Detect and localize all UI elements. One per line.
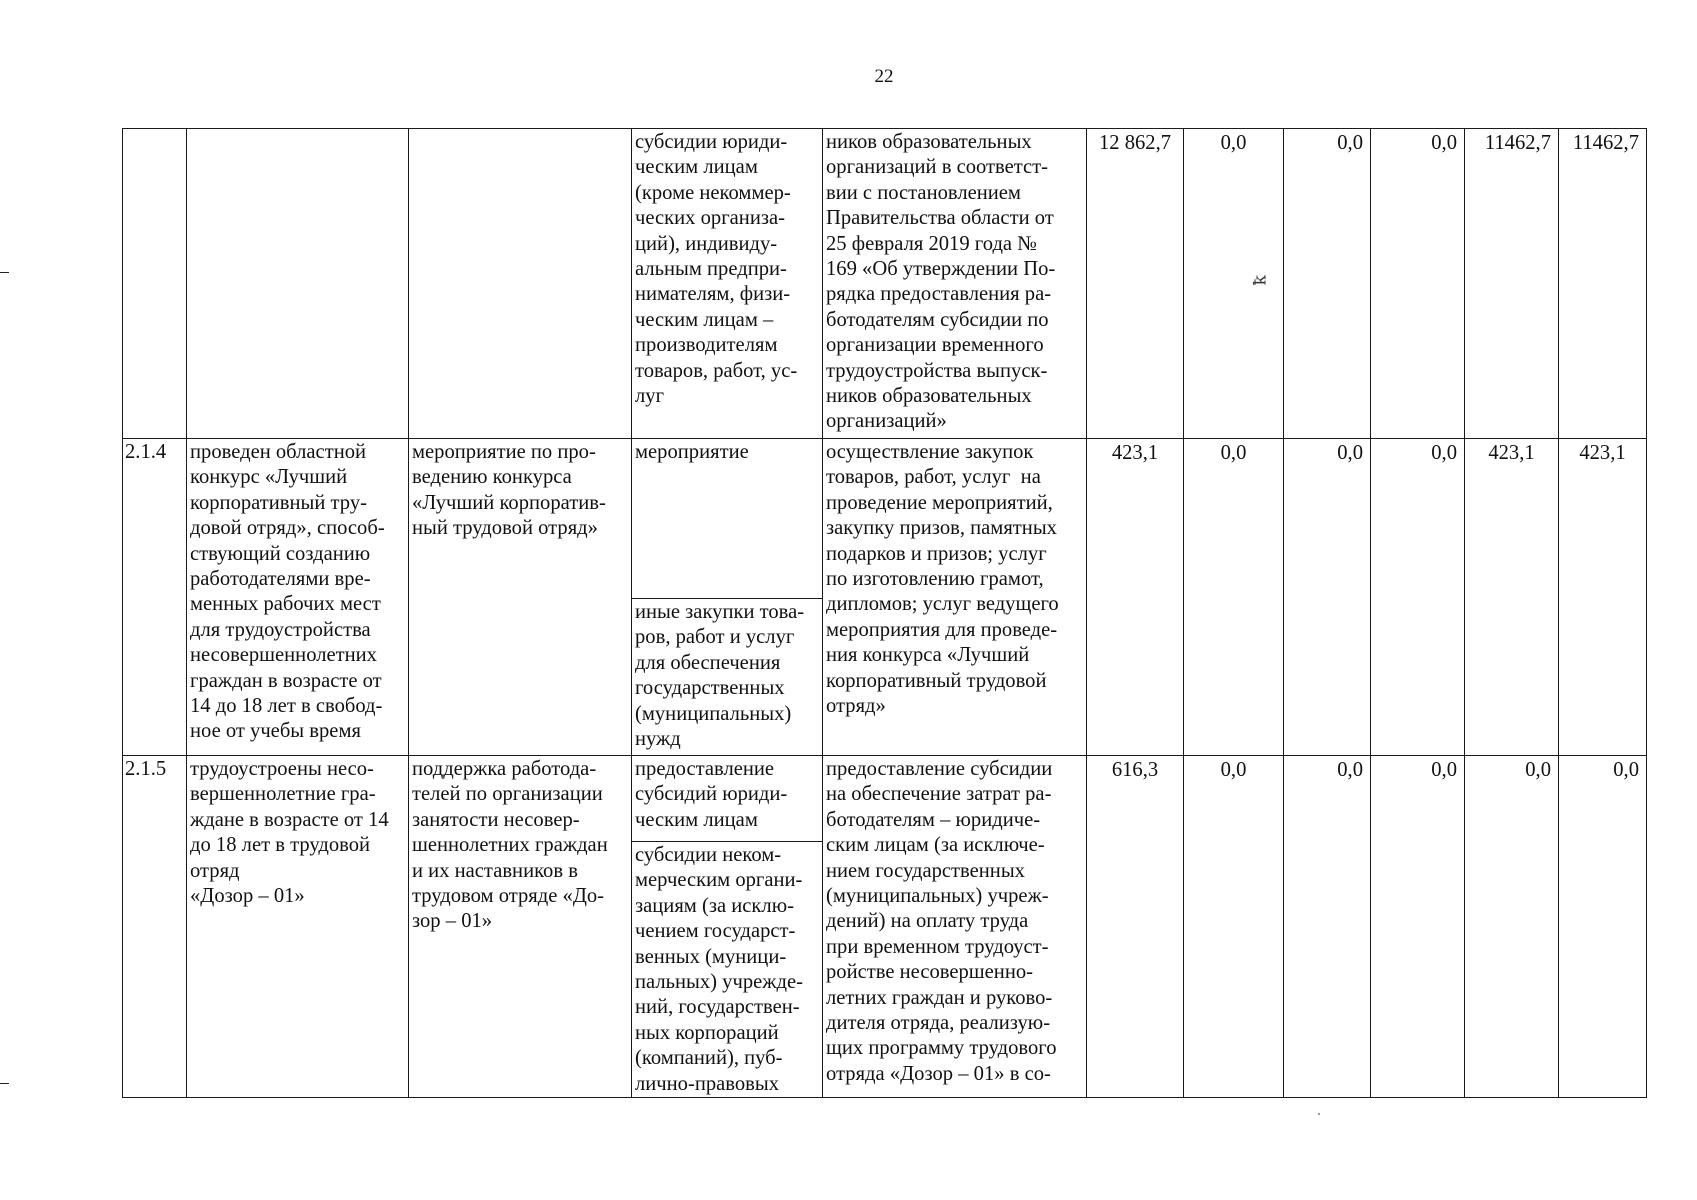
scan-artifact-mark: ꝁ	[1250, 274, 1270, 286]
value-cell: 616,3	[1087, 756, 1184, 1098]
value-cell: 11462,7	[1465, 129, 1559, 439]
value-cell: 0,0	[1284, 129, 1371, 439]
expense-type-cell: предоставление субсидий юриди- ческим лицам	[632, 756, 823, 842]
scan-edge-mark	[0, 272, 9, 273]
table-row	[123, 439, 1647, 599]
page-number: 22	[874, 66, 894, 87]
value-cell: 11462,7	[1559, 129, 1647, 439]
value-cell: 0,0	[1284, 439, 1371, 756]
value-cell: 0,0	[1371, 129, 1465, 439]
value-cell: 423,1	[1465, 439, 1559, 756]
value-cell: 0,0	[1371, 439, 1465, 756]
row-number: 2.1.4	[123, 439, 187, 756]
scan-edge-mark	[0, 1083, 9, 1084]
expense-type-cell: субсидии неком- мерческим органи- зациям (за исклю- чением государст- венных (муници- пальных) учрежде- ний, государствен- ных корпораций (компаний), пуб- лично-правовых	[632, 842, 823, 1098]
value-cell: 0,0	[1184, 439, 1284, 756]
table-row	[123, 756, 1647, 842]
value-cell: 423,1	[1087, 439, 1184, 756]
value-cell: 0,0	[1284, 756, 1371, 1098]
row-number: 2.1.5	[123, 756, 187, 1098]
expense-type-cell: иные закупки това- ров, работ и услуг для обеспечения государственных (муниципальных) нужд	[632, 599, 823, 756]
result-cell	[187, 129, 409, 439]
value-cell: 0,0	[1559, 756, 1647, 1098]
purpose-cell: осуществление закупок товаров, работ, услуг на проведение мероприятий, закупку призов, памятных подарков и призов; услуг по изготовлению грамот, дипломов; услуг ведущего мероприятия для проведе- ния конкурса «Лучший корпоративный трудовой отряд»	[823, 439, 1087, 756]
purpose-cell: предоставление субсидии на обеспечение затрат ра- ботодателям – юридиче- ским лицам (за исключе- нием государственных (муниципальных) учреж- дений) на оплату труда при временном трудоуст- ройстве несовершенно- летних граждан и руково- дителя отряда, реализую- щих программу трудового отряда «Дозор – 01» в со-	[823, 756, 1087, 1098]
value-cell: 0,0	[1465, 756, 1559, 1098]
event-cell	[409, 129, 632, 439]
result-cell: трудоустроены несо- вершеннолетние гра- ждане в возрасте от 14 до 18 лет в трудовой отряд «Дозор – 01»	[187, 756, 409, 1098]
expense-type-cell: субсидии юриди- ческим лицам (кроме некоммер- ческих организа- ций), индивиду- альным предпри- нимателям, физи- ческим лицам – производителям товаров, работ, ус- луг	[632, 129, 823, 439]
value-cell: 0,0	[1371, 756, 1465, 1098]
result-cell: проведен областной конкурс «Лучший корпоративный тру- довой отряд», способ- ствующий созданию работодателями вре- менных рабочих мест для трудоустройства несовершеннолетних граждан в возрасте от 14 до 18 лет в свобод- ное от учебы время	[187, 439, 409, 756]
value-cell: 12 862,7	[1087, 129, 1184, 439]
event-cell: поддержка работода- телей по организации занятости несовер- шеннолетних граждан и их наставников в трудовом отряде «До- зор – 01»	[409, 756, 632, 1098]
table-row	[123, 129, 1647, 439]
row-number	[123, 129, 187, 439]
budget-table	[122, 128, 1647, 1098]
value-cell: 423,1	[1559, 439, 1647, 756]
purpose-cell: ников образовательных организаций в соответст- вии с постановлением Правительства области от 25 февраля 2019 года № 169 «Об утверждении По- рядка предоставления ра- ботодателям субсидии по организации временного трудоустройства выпуск- ников образовательных организаций»	[823, 129, 1087, 439]
scan-dust	[1318, 1113, 1320, 1115]
event-cell: мероприятие по про- ведению конкурса «Лучший корпоратив- ный трудовой отряд»	[409, 439, 632, 756]
expense-type-cell: мероприятие	[632, 439, 823, 599]
value-cell: 0,0	[1184, 129, 1284, 439]
value-cell: 0,0	[1184, 756, 1284, 1098]
